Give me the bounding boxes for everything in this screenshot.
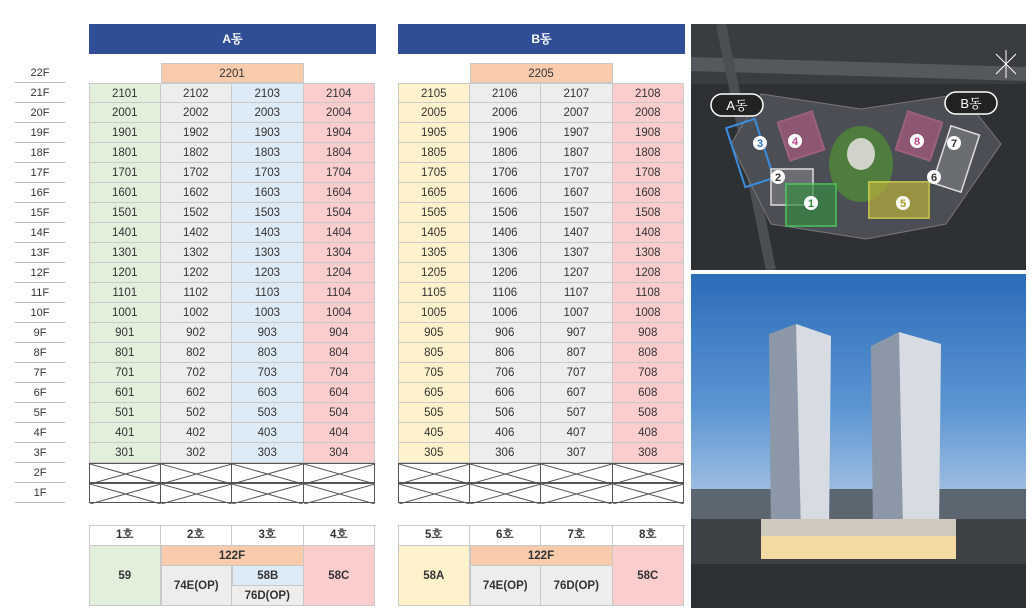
unit-cell: 1208 <box>613 263 685 283</box>
unit-cell: 903 <box>232 323 304 343</box>
unit-cell: 402 <box>161 423 233 443</box>
unit-cell: 501 <box>89 403 161 423</box>
unit-cell: 1108 <box>613 283 685 303</box>
unit-cell: 1401 <box>89 223 161 243</box>
unit-cell: 708 <box>613 363 685 383</box>
unit-cell: 404 <box>304 423 376 443</box>
floor-row <box>89 383 375 403</box>
unit-cell: 2102 <box>161 83 233 103</box>
non-residential-row <box>398 463 684 483</box>
floor-row <box>89 243 375 263</box>
unit-cell: 401 <box>89 423 161 443</box>
unit-cell: 904 <box>304 323 376 343</box>
unit-cell: 707 <box>541 363 613 383</box>
unit-cell: 705 <box>398 363 470 383</box>
floor-label: 17F <box>15 163 65 183</box>
unit-cell: 507 <box>541 403 613 423</box>
type-label: 122F <box>470 546 613 566</box>
unit-label: 1호 <box>89 526 161 546</box>
unit-cell: 703 <box>232 363 304 383</box>
unit-cell: 506 <box>470 403 542 423</box>
unit-cell: 301 <box>89 443 161 463</box>
building-b-table <box>398 24 685 459</box>
unit-cell: 502 <box>161 403 233 423</box>
crossed-cell <box>470 463 542 483</box>
unit-cell: 508 <box>613 403 685 423</box>
unit-cell: 1502 <box>161 203 233 223</box>
site-marker: 2 <box>774 172 782 184</box>
unit-cell: 1105 <box>398 283 470 303</box>
unit-cell: 1004 <box>304 303 376 323</box>
crossed-cell <box>232 463 304 483</box>
unit-cell: 601 <box>89 383 161 403</box>
unit-cell: 1205 <box>398 263 470 283</box>
unit-cell: 2103 <box>232 83 304 103</box>
crossed-cell <box>304 463 376 483</box>
unit-cell: 906 <box>470 323 542 343</box>
unit-cell: 1604 <box>304 183 376 203</box>
unit-cell: 1306 <box>470 243 542 263</box>
building-b-type-legend <box>398 525 685 606</box>
floor-row <box>398 323 684 343</box>
unit-cell: 1803 <box>232 143 304 163</box>
unit-cell: 603 <box>232 383 304 403</box>
unit-cell: 1902 <box>161 123 233 143</box>
unit-cell: 306 <box>470 443 542 463</box>
site-label-a: A동 <box>726 98 748 113</box>
unit-cell: 1702 <box>161 163 233 183</box>
floor-label: 13F <box>15 243 65 263</box>
floor-label: 21F <box>15 83 65 103</box>
unit-cell: 1107 <box>541 283 613 303</box>
non-residential-row <box>398 483 684 503</box>
crossed-cell <box>541 483 613 503</box>
unit-cell: 605 <box>398 383 470 403</box>
type-label: 122F <box>161 546 304 566</box>
unit-cell: 302 <box>161 443 233 463</box>
unit-cell: 604 <box>304 383 376 403</box>
unit-cell: 1707 <box>541 163 613 183</box>
unit-cell: 406 <box>470 423 542 443</box>
unit-cell: 2105 <box>398 83 470 103</box>
non-residential-row <box>89 463 375 483</box>
unit-cell: 2101 <box>89 83 161 103</box>
unit-cell: 503 <box>232 403 304 423</box>
floor-row <box>89 183 375 203</box>
unit-cell: 1103 <box>232 283 304 303</box>
floor-label: 16F <box>15 183 65 203</box>
unit-cell: 1408 <box>613 223 685 243</box>
type-label: 76D(OP) <box>232 586 304 606</box>
unit-cell: 2008 <box>613 103 685 123</box>
floor-row <box>398 223 684 243</box>
unit-cell: 405 <box>398 423 470 443</box>
unit-cell: 1605 <box>398 183 470 203</box>
unit-cell: 2001 <box>89 103 161 123</box>
unit-cell: 901 <box>89 323 161 343</box>
site-plan-image <box>691 24 1026 270</box>
floor-labels <box>15 63 65 503</box>
building-a-header: A동 <box>89 24 376 54</box>
unit-cell: 1504 <box>304 203 376 223</box>
unit-cell: 606 <box>470 383 542 403</box>
unit-cell: 1708 <box>613 163 685 183</box>
unit-cell: 1407 <box>541 223 613 243</box>
unit-cell: 1003 <box>232 303 304 323</box>
unit-cell: 704 <box>304 363 376 383</box>
unit-cell: 2104 <box>304 83 376 103</box>
unit-cell: 607 <box>541 383 613 403</box>
building-a-type-legend <box>89 525 376 606</box>
unit-cell: 1307 <box>541 243 613 263</box>
unit-cell: 1701 <box>89 163 161 183</box>
floor-label: 19F <box>15 123 65 143</box>
floor-row <box>89 363 375 383</box>
type-label: 58B <box>232 566 304 586</box>
empty-cell <box>398 63 470 83</box>
unit-cell: 1808 <box>613 143 685 163</box>
unit-cell: 1005 <box>398 303 470 323</box>
unit-cell: 1906 <box>470 123 542 143</box>
floor-row <box>398 143 684 163</box>
unit-cell: 1002 <box>161 303 233 323</box>
unit-cell: 1805 <box>398 143 470 163</box>
crossed-cell <box>613 463 685 483</box>
unit-cell: 1007 <box>541 303 613 323</box>
unit-cell: 407 <box>541 423 613 443</box>
floor-row <box>398 263 684 283</box>
unit-cell: 1508 <box>613 203 685 223</box>
floor-row <box>89 263 375 283</box>
floor-row <box>89 123 375 143</box>
unit-cell: 505 <box>398 403 470 423</box>
unit-cell: 2004 <box>304 103 376 123</box>
site-marker: 8 <box>913 136 921 148</box>
crossed-cell <box>232 483 304 503</box>
empty-cell <box>89 63 161 83</box>
unit-cell: 1907 <box>541 123 613 143</box>
unit-cell: 1602 <box>161 183 233 203</box>
type-label: 58C <box>613 546 685 606</box>
floor-label: 8F <box>15 343 65 363</box>
unit-cell: 1308 <box>613 243 685 263</box>
unit-cell: 1305 <box>398 243 470 263</box>
type-label: 74E(OP) <box>470 566 542 606</box>
unit-cell: 1608 <box>613 183 685 203</box>
unit-cell: 805 <box>398 343 470 363</box>
crossed-cell <box>161 463 233 483</box>
unit-cell: 1804 <box>304 143 376 163</box>
unit-cell: 1404 <box>304 223 376 243</box>
unit-cell: 1301 <box>89 243 161 263</box>
unit-cell: 802 <box>161 343 233 363</box>
unit-cell: 1405 <box>398 223 470 243</box>
unit-cell: 408 <box>613 423 685 443</box>
floor-row <box>89 443 375 463</box>
floor-row <box>89 163 375 183</box>
floor-row <box>398 363 684 383</box>
floor-row <box>89 303 375 323</box>
type-label: 58A <box>398 546 470 606</box>
unit-label: 6호 <box>470 526 542 546</box>
unit-cell: 1006 <box>470 303 542 323</box>
unit-cell: 1406 <box>470 223 542 243</box>
floor-label: 6F <box>15 383 65 403</box>
unit-cell: 1106 <box>470 283 542 303</box>
floor-row <box>89 343 375 363</box>
unit-cell: 2107 <box>541 83 613 103</box>
unit-cell: 905 <box>398 323 470 343</box>
floor-row <box>89 423 375 443</box>
unit-cell: 1507 <box>541 203 613 223</box>
floor-row <box>398 423 684 443</box>
floor-row <box>398 383 684 403</box>
unit-cell: 1601 <box>89 183 161 203</box>
unit-cell: 803 <box>232 343 304 363</box>
unit-cell: 908 <box>613 323 685 343</box>
unit-cell: 1603 <box>232 183 304 203</box>
floor-row <box>89 323 375 343</box>
unit-label: 3호 <box>232 526 304 546</box>
unit-cell: 1204 <box>304 263 376 283</box>
floor-label: 10F <box>15 303 65 323</box>
floor-row <box>398 303 684 323</box>
site-marker: 1 <box>807 198 815 210</box>
unit-cell: 2005 <box>398 103 470 123</box>
unit-cell: 1202 <box>161 263 233 283</box>
unit-cell: 307 <box>541 443 613 463</box>
unit-cell: 1104 <box>304 283 376 303</box>
unit-label: 4호 <box>304 526 376 546</box>
unit-cell: 608 <box>613 383 685 403</box>
crossed-cell <box>613 483 685 503</box>
floor-row <box>398 123 684 143</box>
unit-cell: 2007 <box>541 103 613 123</box>
unit-cell: 1501 <box>89 203 161 223</box>
type-label: 58C <box>304 546 376 606</box>
floor-row <box>89 83 375 103</box>
unit-cell: 902 <box>161 323 233 343</box>
crossed-cell <box>161 483 233 503</box>
unit-cell: 1703 <box>232 163 304 183</box>
unit-label: 2호 <box>161 526 233 546</box>
unit-cell: 308 <box>613 443 685 463</box>
unit-cell: 1705 <box>398 163 470 183</box>
unit-cell: 1503 <box>232 203 304 223</box>
unit-cell: 706 <box>470 363 542 383</box>
floor-row <box>398 103 684 123</box>
unit-cell: 1905 <box>398 123 470 143</box>
type-label: 76D(OP) <box>541 566 613 606</box>
penthouse-unit: 2205 <box>470 63 613 83</box>
unit-cell: 303 <box>232 443 304 463</box>
unit-cell: 1901 <box>89 123 161 143</box>
type-label: 59 <box>89 546 161 606</box>
crossed-cell <box>470 483 542 503</box>
unit-cell: 304 <box>304 443 376 463</box>
unit-cell: 1802 <box>161 143 233 163</box>
floor-label: 20F <box>15 103 65 123</box>
unit-cell: 1101 <box>89 283 161 303</box>
floor-row <box>398 83 684 103</box>
crossed-cell <box>398 463 470 483</box>
floor-label: 18F <box>15 143 65 163</box>
unit-cell: 1903 <box>232 123 304 143</box>
unit-cell: 1908 <box>613 123 685 143</box>
unit-cell: 1402 <box>161 223 233 243</box>
crossed-cell <box>541 463 613 483</box>
unit-cell: 305 <box>398 443 470 463</box>
building-b-header: B동 <box>398 24 685 54</box>
floor-row <box>89 223 375 243</box>
floor-label: 12F <box>15 263 65 283</box>
unit-cell: 1206 <box>470 263 542 283</box>
unit-cell: 1506 <box>470 203 542 223</box>
unit-cell: 1607 <box>541 183 613 203</box>
site-marker: 5 <box>899 198 907 210</box>
site-marker: 7 <box>950 138 958 150</box>
unit-cell: 1403 <box>232 223 304 243</box>
floor-label: 4F <box>15 423 65 443</box>
floor-row <box>89 203 375 223</box>
unit-cell: 1806 <box>470 143 542 163</box>
type-label: 74E(OP) <box>161 566 233 606</box>
unit-cell: 2106 <box>470 83 542 103</box>
unit-cell: 1801 <box>89 143 161 163</box>
unit-cell: 801 <box>89 343 161 363</box>
unit-cell: 602 <box>161 383 233 403</box>
unit-cell: 808 <box>613 343 685 363</box>
unit-cell: 1505 <box>398 203 470 223</box>
unit-cell: 2002 <box>161 103 233 123</box>
floor-label: 3F <box>15 443 65 463</box>
floor-label: 9F <box>15 323 65 343</box>
unit-cell: 1207 <box>541 263 613 283</box>
floor-row <box>398 283 684 303</box>
unit-label: 8호 <box>613 526 685 546</box>
floor-row <box>398 403 684 423</box>
crossed-cell <box>89 463 161 483</box>
unit-cell: 806 <box>470 343 542 363</box>
building-rendering-illustration <box>691 274 1026 608</box>
floor-row <box>398 183 684 203</box>
site-marker: 3 <box>756 138 764 150</box>
floor-row <box>398 343 684 363</box>
penthouse-unit: 2201 <box>161 63 304 83</box>
site-marker: 4 <box>791 136 799 148</box>
unit-cell: 702 <box>161 363 233 383</box>
unit-cell: 1706 <box>470 163 542 183</box>
unit-cell: 1304 <box>304 243 376 263</box>
unit-cell: 1807 <box>541 143 613 163</box>
unit-cell: 1008 <box>613 303 685 323</box>
site-marker: 6 <box>930 172 938 184</box>
floor-label: 1F <box>15 483 65 503</box>
floor-label: 2F <box>15 463 65 483</box>
unit-cell: 2108 <box>613 83 685 103</box>
floor-row <box>89 143 375 163</box>
unit-cell: 907 <box>541 323 613 343</box>
unit-cell: 1203 <box>232 263 304 283</box>
unit-label: 5호 <box>398 526 470 546</box>
unit-cell: 1302 <box>161 243 233 263</box>
floor-label: 15F <box>15 203 65 223</box>
site-label-b: B동 <box>960 96 982 111</box>
floor-row <box>89 103 375 123</box>
crossed-cell <box>304 483 376 503</box>
unit-cell: 804 <box>304 343 376 363</box>
floor-row <box>89 283 375 303</box>
unit-cell: 807 <box>541 343 613 363</box>
crossed-cell <box>398 483 470 503</box>
floor-row <box>89 403 375 423</box>
unit-cell: 504 <box>304 403 376 423</box>
crossed-cell <box>89 483 161 503</box>
unit-cell: 1606 <box>470 183 542 203</box>
unit-label: 7호 <box>541 526 613 546</box>
unit-cell: 701 <box>89 363 161 383</box>
non-residential-row <box>89 483 375 503</box>
floor-row <box>398 163 684 183</box>
unit-cell: 1704 <box>304 163 376 183</box>
unit-cell: 1201 <box>89 263 161 283</box>
floor-row <box>398 203 684 223</box>
unit-cell: 403 <box>232 423 304 443</box>
unit-cell: 2003 <box>232 103 304 123</box>
building-rendering-image <box>691 274 1026 608</box>
floor-label: 14F <box>15 223 65 243</box>
building-a-table <box>89 24 376 459</box>
building-a-grid <box>89 63 375 503</box>
unit-cell: 1904 <box>304 123 376 143</box>
floor-label: 22F <box>15 63 65 83</box>
unit-cell: 1303 <box>232 243 304 263</box>
floor-row <box>398 443 684 463</box>
floor-label: 7F <box>15 363 65 383</box>
unit-cell: 1001 <box>89 303 161 323</box>
floor-row <box>398 243 684 263</box>
unit-cell: 1102 <box>161 283 233 303</box>
building-b-grid <box>398 63 684 503</box>
unit-cell: 2006 <box>470 103 542 123</box>
floor-label: 11F <box>15 283 65 303</box>
floor-label: 5F <box>15 403 65 423</box>
site-plan-illustration <box>691 24 1026 270</box>
